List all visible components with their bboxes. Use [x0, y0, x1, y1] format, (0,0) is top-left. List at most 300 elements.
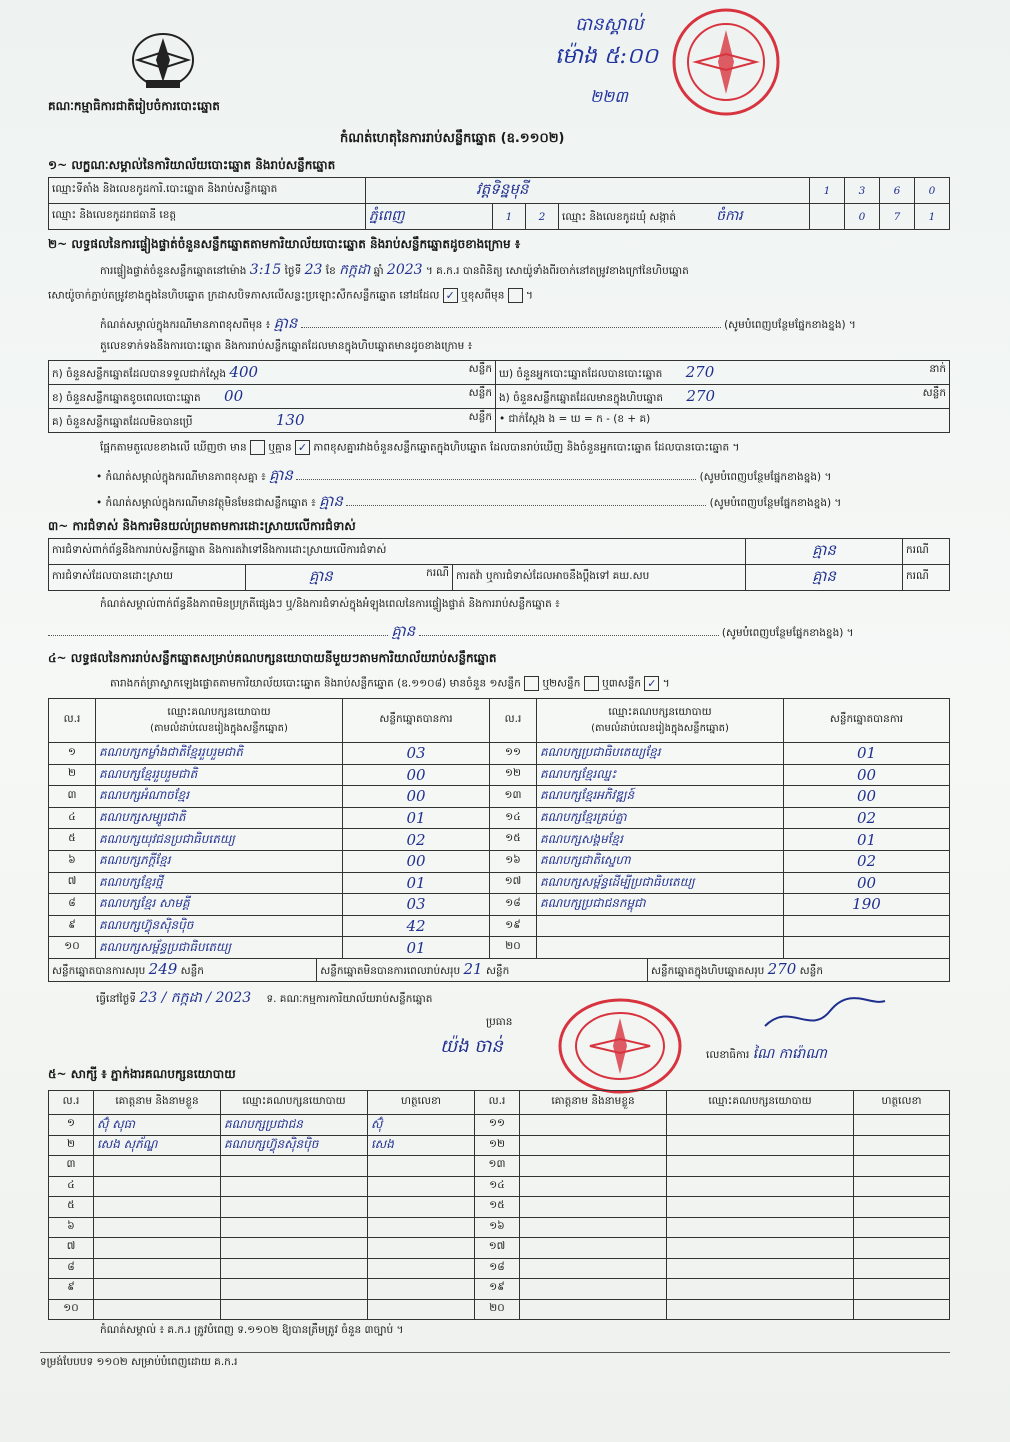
total-box-value: 270 — [767, 960, 797, 978]
handwritten-note-time: ម៉ោង ៥:០០ — [555, 44, 659, 69]
results-votes: 00 — [343, 850, 490, 872]
witness-no: ២០ — [475, 1299, 520, 1320]
commune-code-3: 1 — [915, 204, 950, 230]
witness-name — [94, 1299, 221, 1320]
witness-name — [520, 1217, 667, 1238]
witness-signature — [854, 1299, 950, 1320]
unchanged-checkbox[interactable]: ✓ — [443, 288, 458, 303]
objection-row2-value: គ្មាន — [309, 566, 333, 585]
results-col-party-left-sub: (តាមលំដាប់លេខរៀងក្នុងសន្លឹកឆ្នោត) — [150, 722, 288, 734]
note3-line — [96, 492, 956, 514]
witness-row — [49, 1217, 950, 1238]
witness-row — [49, 1197, 950, 1218]
note1-label: កំណត់សម្គាល់ក្នុងករណីមានភាពខុសពីមុន ៖ — [100, 319, 271, 331]
three-sheet-checkbox[interactable]: ✓ — [644, 676, 659, 691]
witness-no: ៧ — [49, 1238, 94, 1259]
ng-label: ង) ចំនួនសន្លឹកឆ្នោតដែលមានក្នុងហិបឆ្នោត — [499, 391, 664, 404]
kha-value: 00 — [224, 386, 244, 405]
results-party: គណបក្សខ្មែរឈ្នះ — [537, 764, 784, 786]
committee-label: ទ. គណៈកម្មការការិយាល័យរាប់សន្លឹកឆ្នោត — [266, 993, 433, 1005]
note2-line — [96, 466, 956, 488]
results-votes: 03 — [343, 894, 490, 916]
location-code-2: 3 — [845, 178, 880, 204]
objection-row2-cell — [246, 565, 453, 591]
witness-party — [667, 1279, 854, 1300]
results-row — [49, 915, 950, 937]
total-valid-value: 249 — [148, 960, 178, 978]
witness-no: ៩ — [49, 1279, 94, 1300]
witness-signature — [368, 1238, 475, 1259]
results-no: ១ — [49, 743, 96, 765]
para1b: ថ្ងៃទី — [284, 265, 302, 277]
total-box-cell — [648, 959, 950, 982]
count-time: 3:15 — [249, 262, 282, 278]
note1-hint: (សូមបំពេញបន្ថែមផ្នែកខាងខ្នង) ។ — [724, 319, 856, 331]
results-party: គណបក្សខ្មែរអភិវឌ្ឍន៍ — [537, 786, 784, 808]
note3-dots — [346, 505, 706, 506]
witness-party: គណបក្សហ៊្វុនស៊ិនប៉ិច — [221, 1135, 368, 1156]
witness-signature: សេង — [368, 1135, 475, 1156]
commune-label — [559, 204, 810, 230]
has-diff-checkbox[interactable] — [250, 440, 265, 455]
objection-row2b-unit: ករណី — [903, 565, 950, 591]
nec-emblem-icon — [128, 30, 198, 92]
location-label: ឈ្មោះទីតាំង និងលេខកូដការិ.បោះឆ្នោត និងរាប់សន្លឹកឆ្នោត — [49, 178, 366, 204]
witness-signature — [854, 1238, 950, 1259]
total-valid-cell — [49, 959, 317, 982]
date-line — [96, 988, 432, 1009]
para1c: ខែ — [325, 265, 336, 277]
section4-intro-text: តារាងកត់ត្រាស្លាកឡេងផ្លោតតាមការិយាល័យបោះឆ្នោត និងរាប់សន្លឹកឆ្នោត (ឧ.១១០៨) មានចំនួន ១សន្លឹក — [110, 677, 521, 690]
results-no: ១៨ — [490, 894, 537, 916]
total-invalid-unit: សន្លឹក — [485, 965, 510, 977]
committee-seal — [555, 996, 685, 1096]
witness-col-no-right: ល.រ — [475, 1091, 520, 1115]
witness-name — [520, 1279, 667, 1300]
witness-party — [667, 1197, 854, 1218]
witness-party — [221, 1156, 368, 1177]
results-party — [537, 937, 784, 959]
results-no: ២០ — [490, 937, 537, 959]
commune-value: ចំការ — [716, 208, 743, 224]
secretary-line — [706, 1044, 827, 1065]
witness-no: ១៣ — [475, 1156, 520, 1177]
results-no: ៦ — [49, 850, 96, 872]
results-row — [49, 829, 950, 851]
secretary-signature-mark — [760, 996, 890, 1036]
section3-note-hint: (សូមបំពេញបន្ថែមផ្នែកខាងខ្នង) ។ — [721, 627, 854, 639]
results-votes: 02 — [784, 850, 950, 872]
witness-party — [221, 1299, 368, 1320]
results-votes: 02 — [343, 829, 490, 851]
witness-signature — [854, 1156, 950, 1177]
commune-code-1: 0 — [845, 204, 880, 230]
witness-party — [221, 1238, 368, 1259]
date-label: ធ្វើនៅថ្ងៃទី — [96, 993, 136, 1005]
results-row — [49, 807, 950, 829]
results-party: គណបក្សជាតិស្នេហា — [537, 850, 784, 872]
kha-cell — [49, 385, 496, 409]
results-party — [537, 915, 784, 937]
witness-no: ៣ — [49, 1156, 94, 1177]
witness-no: ១ — [49, 1115, 94, 1136]
kho-label: ឃ) ចំនួនអ្នកបោះឆ្នោតដែលបានបោះឆ្នោត — [499, 367, 663, 380]
witness-name — [94, 1217, 221, 1238]
results-party: គណបក្សអំណាចខ្មែរ — [96, 786, 343, 808]
witness-no: ១៤ — [475, 1176, 520, 1197]
chair-signature: យ៉ង ចាន់ — [440, 1036, 503, 1057]
results-no: ៨ — [49, 894, 96, 916]
witness-party — [221, 1279, 368, 1300]
one-sheet-checkbox[interactable] — [524, 676, 539, 691]
results-votes: 00 — [343, 764, 490, 786]
section4-intro: តារាងកត់ត្រាស្លាកឡេងផ្លោតតាមការិយាល័យបោះឆ្នោត និងរាប់សន្លឹកឆ្នោត (ឧ.១១០៨) មានចំនួន ១សន្លឹក ឬ២សន្លឹក ឬ៣សន្លឹក ✓ ។ — [110, 677, 670, 690]
witness-no: ១៨ — [475, 1258, 520, 1279]
note3-label: • កំណត់សម្គាល់ក្នុងករណីមានវត្ថុមិនមែនជាសន្លឹកឆ្នោត ៖ — [96, 497, 316, 509]
results-votes: 01 — [343, 937, 490, 959]
section2-para1 — [100, 260, 960, 281]
opt2-label: ឬ២សន្លឹក — [542, 677, 581, 690]
date-value: 23 / កក្កដា / 2023 — [139, 990, 252, 1006]
results-row — [49, 764, 950, 786]
witness-name — [520, 1135, 667, 1156]
results-votes: 00 — [784, 764, 950, 786]
witness-row — [49, 1279, 950, 1300]
witness-col-no-left: ល.រ — [49, 1091, 94, 1115]
results-no: ១០ — [49, 937, 96, 959]
para4c: ភាពខុសគ្នារវាងចំនួនសន្លឹកឆ្នោតក្នុងហិបឆ្នោត ដែលបានរាប់ឃើញ និងចំនួនអ្នកបោះឆ្នោត ដែលបានបោះឆ្នោត ។ — [313, 441, 740, 454]
section2-para4 — [100, 440, 739, 457]
results-votes: 02 — [784, 807, 950, 829]
results-col-no-right: ល.រ — [490, 699, 537, 743]
results-votes — [784, 915, 950, 937]
results-row — [49, 786, 950, 808]
results-no: ១៩ — [490, 915, 537, 937]
results-party: គណបក្សខ្មែរថ្មី — [96, 872, 343, 894]
witness-no: ១២ — [475, 1135, 520, 1156]
witness-signature — [368, 1299, 475, 1320]
results-party: គណបក្សខ្មែររួបរួមជាតិ — [96, 764, 343, 786]
note2-label: • កំណត់សម្គាល់ក្នុងករណីមានភាពខុសគ្នា ៖ — [96, 471, 266, 483]
results-no: ៥ — [49, 829, 96, 851]
witness-signature — [854, 1279, 950, 1300]
witness-party — [221, 1258, 368, 1279]
results-votes: 00 — [343, 786, 490, 808]
note2-hint: (សូមបំពេញបន្ថែមផ្នែកខាងខ្នង) ។ — [699, 471, 832, 483]
results-table — [48, 698, 950, 959]
results-no: ៤ — [49, 807, 96, 829]
section1-table — [48, 177, 950, 230]
secretary-name: ណៃ ការ៉ោណា — [752, 1046, 827, 1062]
ng-cell — [496, 385, 950, 409]
ko-unit: សន្លឹក — [468, 410, 492, 423]
note3-hint: (សូមបំពេញបន្ថែមផ្នែកខាងខ្នង) ។ — [709, 497, 842, 509]
para1d: ឆ្នាំ — [373, 265, 384, 277]
section3-note-value: គ្មាន — [391, 622, 416, 640]
objection-row2b-label: ការតវ៉ា ឬការជំទាស់ដែលអាចនឹងប្តឹងទៅ គឃ.សប — [453, 565, 746, 591]
total-box-label: សន្លឹកឆ្នោតក្នុងហិបឆ្នោតសរុប — [651, 965, 765, 977]
witness-name: សេង សុភ័ណ្ឌ — [94, 1135, 221, 1156]
results-col-party-right-title: ឈ្មោះគណបក្សនយោបាយ — [608, 705, 712, 718]
total-invalid-cell — [317, 959, 648, 982]
witness-name — [94, 1176, 221, 1197]
ka-unit: សន្លឹក — [468, 362, 492, 375]
results-body — [49, 743, 950, 959]
handwritten-note-sign: ២២៣ — [590, 87, 628, 106]
results-col-votes-right: សន្លឹកឆ្នោតបានការ — [784, 699, 950, 743]
witness-row — [49, 1176, 950, 1197]
commune-code-spacer — [810, 204, 845, 230]
witness-signature — [854, 1217, 950, 1238]
witness-name — [520, 1115, 667, 1136]
witness-name — [520, 1238, 667, 1259]
witness-col-name-right: គោត្តនាម និងនាមខ្លួន — [520, 1091, 667, 1115]
results-col-no-left: ល.រ — [49, 699, 96, 743]
objection-row2-label: ការជំទាស់ដែលបានដោះស្រាយ — [49, 565, 246, 591]
para1e: ។ គ.ក.រ បានពិនិត្យ សោយ៉ូទាំងពីរចាក់នៅតម្រូវខាងក្រៅនៃហិបឆ្នោត — [425, 265, 689, 277]
total-invalid-value: 21 — [463, 960, 483, 978]
witness-name — [520, 1258, 667, 1279]
witness-table — [48, 1090, 950, 1320]
results-votes: 190 — [784, 894, 950, 916]
witness-party — [667, 1258, 854, 1279]
footer-note: កំណត់សម្គាល់ ៖ គ.ក.រ ត្រូវបំពេញ ទ.១១០២ ឱ្យបានត្រឹមត្រូវ ចំនួន ៣ច្បាប់ ។ — [100, 1324, 404, 1336]
witness-row — [49, 1156, 950, 1177]
results-no: ២ — [49, 764, 96, 786]
witness-no: ១១ — [475, 1115, 520, 1136]
total-invalid-label: សន្លឹកឆ្នោតមិនបានការពេលរាប់សរុប — [320, 965, 461, 977]
witness-col-party-right: ឈ្មោះគណបក្សនយោបាយ — [667, 1091, 854, 1115]
results-no: ១៤ — [490, 807, 537, 829]
results-party: គណបក្សខ្មែរ សាមគ្គី — [96, 894, 343, 916]
witness-name — [520, 1156, 667, 1177]
section4-heading: ៤~ លទ្ធផលនៃការរាប់សន្លឹកឆ្នោតសម្រាប់គណបក្សនយោបាយនីមួយៗតាមការិយាល័យរាប់សន្លឹកឆ្នោត — [48, 651, 497, 665]
objection-row1-unit: ករណី — [903, 539, 950, 565]
ka-cell — [49, 361, 496, 385]
witness-row — [49, 1238, 950, 1259]
results-votes: 00 — [784, 786, 950, 808]
kho-cell — [496, 361, 950, 385]
results-no: ១៧ — [490, 872, 537, 894]
results-party: គណបក្សហ៊្វុនស៊ិនប៉ិច — [96, 915, 343, 937]
witness-signature — [368, 1279, 475, 1300]
witness-party — [667, 1156, 854, 1177]
objection-row2b-value: គ្មាន — [746, 565, 903, 591]
chair-label: ប្រធាន — [486, 1016, 513, 1028]
note2-value: គ្មាន — [269, 466, 293, 484]
total-valid-label: សន្លឹកឆ្នោតបានការសរុប — [52, 965, 146, 977]
results-row — [49, 743, 950, 765]
ka-value: 400 — [229, 362, 259, 381]
results-no: ១៦ — [490, 850, 537, 872]
para2-text: សោយ៉ូចាក់ភ្ជាប់តម្រូវខាងក្នុងនៃហិបឆ្នោត ក្រដាសបិទភាសលើសន្លះប្រឡោះសឹកសន្លឹកឆ្នោត នៅដដែល — [48, 289, 440, 302]
witness-name — [94, 1156, 221, 1177]
note3-value: គ្មាន — [319, 492, 343, 510]
witness-col-sign-left: ហត្ថលេខា — [368, 1091, 475, 1115]
results-party: គណបក្សសង្គមខ្មែរ — [537, 829, 784, 851]
count-day: 23 — [304, 262, 323, 278]
witness-party — [667, 1135, 854, 1156]
witness-no: ៥ — [49, 1197, 94, 1218]
ko-label: គ) ចំនួនសន្លឹកឆ្នោតដែលមិនបានប្រើ — [52, 415, 193, 428]
ko-value: 130 — [275, 410, 305, 429]
witness-no: ៦ — [49, 1217, 94, 1238]
witness-name — [520, 1197, 667, 1218]
results-no: ៧ — [49, 872, 96, 894]
witness-signature — [368, 1156, 475, 1177]
location-code-3: 6 — [880, 178, 915, 204]
results-col-party-left-title: ឈ្មោះគណបក្សនយោបាយ — [167, 705, 271, 718]
results-votes: 42 — [343, 915, 490, 937]
witness-party — [667, 1238, 854, 1259]
note1-dots — [301, 327, 721, 328]
changed-checkbox[interactable] — [508, 288, 523, 303]
results-party: គណបក្សសម្បូរជាតិ — [96, 807, 343, 829]
footer-form-ref: ទម្រង់បែបបទ ១១០២ សម្រាប់បំពេញដោយ គ.ក.រ — [40, 1356, 238, 1368]
witness-row — [49, 1258, 950, 1279]
objection-row1-value: គ្មាន — [746, 539, 903, 565]
section2-para2: សោយ៉ូចាក់ភ្ជាប់តម្រូវខាងក្នុងនៃហិបឆ្នោត ក្រដាសបិទភាសលើសន្លះប្រឡោះសឹកសន្លឹកឆ្នោត នៅដដែល ✓ ឬខុសពីមុន ។ — [48, 289, 533, 302]
kha-label: ខ) ចំនួនសន្លឹកឆ្នោតខូចពេលបោះឆ្នោត — [52, 391, 201, 404]
total-box-unit: សន្លឹក — [799, 965, 823, 977]
secretary-label: លេខាធិការ — [706, 1049, 750, 1061]
section3-note-dots-a — [48, 635, 388, 636]
witness-no: ១៥ — [475, 1197, 520, 1218]
results-no: ១២ — [490, 764, 537, 786]
witness-signature — [854, 1115, 950, 1136]
results-no: ១១ — [490, 743, 537, 765]
formula-cell: • ជាក់ស្តែង ង = ឃ = ក - (ខ + គ) — [496, 409, 950, 433]
ko-cell — [49, 409, 496, 433]
witness-col-name-left: គោត្តនាម និងនាមខ្លួន — [94, 1091, 221, 1115]
witness-no: ២ — [49, 1135, 94, 1156]
footer-divider — [40, 1352, 950, 1353]
results-row — [49, 937, 950, 959]
results-votes: 01 — [784, 829, 950, 851]
para2-or: ឬខុសពីមុន — [461, 289, 505, 302]
witness-no: ១០ — [49, 1299, 94, 1320]
results-no: ៣ — [49, 786, 96, 808]
org-name: គណៈកម្មាធិការជាតិរៀបចំការបោះឆ្នោត — [48, 99, 220, 113]
witness-party — [221, 1197, 368, 1218]
province-label: ឈ្មោះ និងលេខកូដរាជធានី ខេត្ត — [49, 204, 366, 230]
results-party: គណបក្សប្រជាធិបតេយ្យខ្មែរ — [537, 743, 784, 765]
witness-name — [94, 1238, 221, 1259]
form-title: កំណត់ហេតុនៃការរាប់សន្លឹកឆ្នោត (ឧ.១១០២) — [340, 131, 565, 146]
total-valid-unit: សន្លឹក — [180, 965, 204, 977]
section3-note-dots-b — [419, 635, 719, 636]
note1-line — [100, 314, 950, 336]
witness-name — [94, 1197, 221, 1218]
results-votes: 01 — [343, 872, 490, 894]
witness-party — [667, 1176, 854, 1197]
witness-name: ស៊ុំ សុធា — [94, 1115, 221, 1136]
results-party: គណបក្សយុវជនប្រជាធិបតេយ្យ — [96, 829, 343, 851]
witness-party — [667, 1115, 854, 1136]
results-votes: 01 — [784, 743, 950, 765]
section2-heading: ២~ លទ្ធផលនៃការផ្ទៀងផ្ទាត់ចំនួនសន្លឹកឆ្នោតតាមការិយាល័យបោះឆ្នោត និងរាប់សន្លឹកឆ្នោតដូចខាងក្រោម ៖ — [48, 237, 521, 251]
witness-no: ៤ — [49, 1176, 94, 1197]
ng-value: 270 — [686, 386, 716, 405]
witness-party — [221, 1176, 368, 1197]
handwritten-note-top: បានស្គាល់ — [575, 14, 644, 35]
witness-signature — [368, 1258, 475, 1279]
results-votes — [784, 937, 950, 959]
section1-heading: ១~ លក្ខណៈសម្គាល់នៃការិយាល័យបោះឆ្នោត និងរាប់សន្លឹកឆ្នោត — [48, 158, 336, 172]
witness-name — [520, 1299, 667, 1320]
section2-para3: តួលេខទាក់ទងនឹងការបោះឆ្នោត និងការរាប់សន្លឹកឆ្នោតដែលមានក្នុងហិបឆ្នោតមានដូចខាងក្រោម ៖ — [100, 340, 473, 352]
opt3-label: ឬ៣សន្លឹក — [602, 677, 642, 690]
no-diff-checkbox[interactable]: ✓ — [295, 440, 310, 455]
results-votes: 03 — [343, 743, 490, 765]
results-row — [49, 850, 950, 872]
results-col-votes-left: សន្លឹកឆ្នោតបានការ — [343, 699, 490, 743]
witness-signature — [854, 1197, 950, 1218]
para4a: ផ្អែកតាមតួលេខខាងលើ ឃើញថា មាន — [100, 441, 247, 454]
section3-note: កំណត់សម្គាល់ពាក់ព័ន្ធនឹងភាពមិនប្រក្រតីផ្សេងៗ ឬ/និងការជំទាស់ក្នុងអំឡុងពេលនៃការផ្ទៀងផ្ទាត់ និងការរាប់សន្លឹកឆ្នោត ៖ — [100, 598, 560, 610]
results-votes: 01 — [343, 807, 490, 829]
ng-unit: សន្លឹក — [922, 386, 946, 399]
results-no: ១៥ — [490, 829, 537, 851]
kha-unit: សន្លឹក — [468, 386, 492, 399]
commune-code-2: 7 — [880, 204, 915, 230]
commune-label-text: ឈ្មោះ និងលេខកូដឃុំ សង្កាត់ — [562, 211, 677, 223]
province-value: ភ្នំពេញ — [366, 204, 493, 230]
section3-note-line — [48, 622, 950, 644]
results-party: គណបក្សសម្ព័ន្ធប្រជាធិបតេយ្យ — [96, 937, 343, 959]
witness-row — [49, 1299, 950, 1320]
para1a: ការផ្ទៀងផ្ទាត់ចំនួនសន្លឹកឆ្នោតនៅម៉ោង — [100, 265, 247, 277]
results-party: គណបក្សកម្លាំងជាតិខ្មែររួបរួមជាតិ — [96, 743, 343, 765]
witness-row — [49, 1115, 950, 1136]
witness-party — [667, 1217, 854, 1238]
location-code-1: 1 — [810, 178, 845, 204]
results-row — [49, 894, 950, 916]
objection-table — [48, 538, 950, 591]
objection-row2-unit: ករណី — [426, 566, 449, 579]
witness-party — [221, 1217, 368, 1238]
note2-dots — [296, 479, 696, 480]
witness-party — [667, 1299, 854, 1320]
results-party: គណបក្សភក្តីខ្មែរ — [96, 850, 343, 872]
two-sheet-checkbox[interactable] — [584, 676, 599, 691]
witness-col-party-left: ឈ្មោះគណបក្សនយោបាយ — [221, 1091, 368, 1115]
results-col-party-right-sub: (តាមលំដាប់លេខរៀងក្នុងសន្លឹកឆ្នោត) — [591, 722, 729, 734]
witness-no: ៨ — [49, 1258, 94, 1279]
location-value: វត្តទិន្នមុនី — [366, 178, 810, 204]
witness-name — [94, 1279, 221, 1300]
results-row — [49, 872, 950, 894]
section3-heading: ៣~ ការជំទាស់ និងការមិនយល់ព្រមតាមការដោះស្រាយលើការជំទាស់ — [48, 519, 356, 533]
results-party: គណបក្សខ្មែរគ្រប់គ្នា — [537, 807, 784, 829]
witness-col-sign-right: ហត្ថលេខា — [854, 1091, 950, 1115]
witness-body — [49, 1115, 950, 1320]
results-votes: 00 — [784, 872, 950, 894]
witness-signature — [854, 1135, 950, 1156]
note1-value: គ្មាន — [273, 314, 298, 332]
kho-value: 270 — [685, 362, 715, 381]
objection-row1-label: ការជំទាស់ពាក់ព័ន្ធនឹងការរាប់សន្លឹកឆ្នោត និងការតវ៉ាទៅនឹងការដោះស្រាយលើការជំទាស់ — [49, 539, 746, 565]
results-party: គណបក្សប្រជាជនកម្ពុជា — [537, 894, 784, 916]
witness-name — [520, 1176, 667, 1197]
ka-label: ក) ចំនួនសន្លឹកឆ្នោតដែលបានទទួលជាក់ស្តែង — [52, 367, 227, 380]
results-no: ៩ — [49, 915, 96, 937]
count-year: 2023 — [386, 262, 423, 278]
witness-signature — [368, 1197, 475, 1218]
results-no: ១៣ — [490, 786, 537, 808]
witness-no: ១៦ — [475, 1217, 520, 1238]
province-code-1: 1 — [493, 204, 526, 230]
